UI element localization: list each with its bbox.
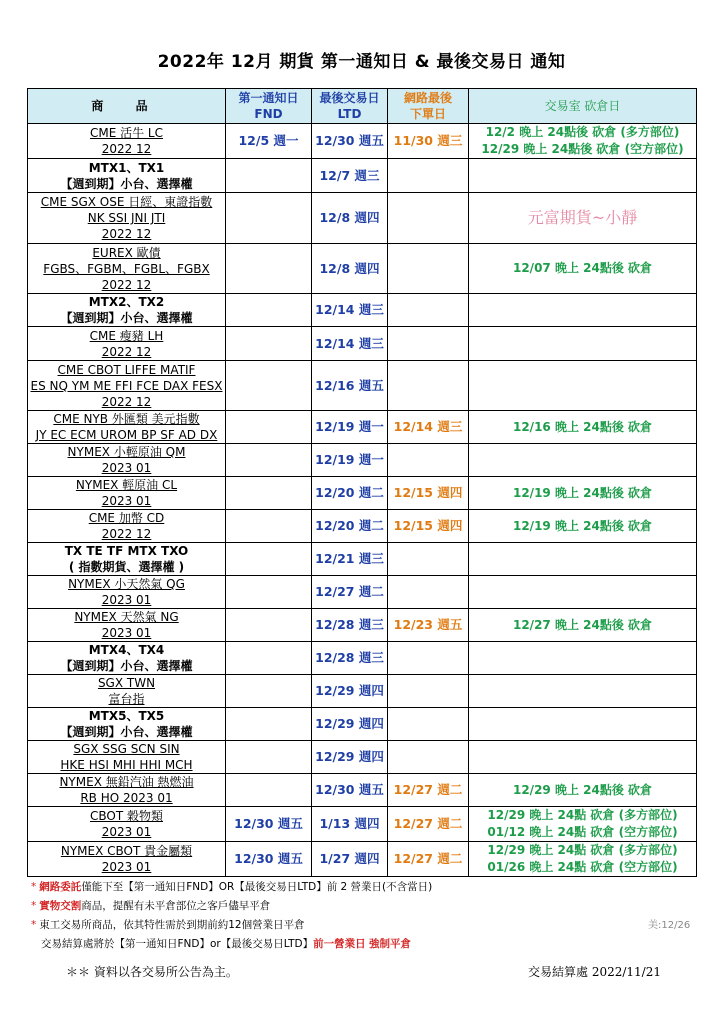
ltd-cell: 1/13 週四 [312, 807, 388, 842]
table-row [28, 294, 697, 327]
product-line: NYMEX 小輕原油 QM [67, 445, 186, 459]
product-line: NYMEX 無鉛汽油 熱燃油 [59, 775, 194, 789]
liquidation-cell [469, 576, 697, 609]
header-net-order: 網路最後 下單日 [388, 89, 469, 124]
ltd-cell: 12/28 週三 [312, 642, 388, 675]
ltd-cell: 12/14 週三 [312, 327, 388, 361]
table-row [28, 774, 697, 807]
fnd-cell: 12/30 週五 [226, 807, 312, 842]
product-cell [28, 609, 226, 642]
table-row [28, 327, 697, 361]
product-line: CME NYB 外匯類 美元指數 [53, 412, 200, 426]
net-order-cell: 12/27 週二 [388, 774, 469, 807]
liquidation-cell [469, 159, 697, 193]
product-line: CME 瘦豬 LH [89, 328, 164, 343]
ltd-cell: 12/14 週三 [312, 294, 388, 327]
product-cell [28, 124, 226, 159]
product-cell [28, 327, 226, 361]
net-order-cell [388, 294, 469, 327]
header-product: 商 品 [28, 89, 226, 124]
liquidation-line: 12/27 晚上 24點後 砍倉 [512, 617, 652, 632]
ltd-cell: 12/29 週四 [312, 708, 388, 741]
fnd-cell: 12/5 週一 [226, 124, 312, 159]
fnd-cell [226, 642, 312, 675]
liquidation-cell [469, 708, 697, 741]
table-row [28, 741, 697, 774]
product-line: 【週到期】小台、選擇權 [60, 176, 193, 191]
liquidation-cell [469, 193, 697, 244]
product-line: FGBS、FGBM、FGBL、FGBX [43, 261, 210, 276]
net-order-cell: 12/14 週三 [388, 411, 469, 444]
liquidation-cell [469, 411, 697, 444]
liquidation-cell [469, 774, 697, 807]
liquidation-cell [469, 842, 697, 877]
product-line: 2022 12 [101, 394, 152, 409]
note-online-order: * 網路委託僅能下至【第一通知日FND】OR【最後交易日LTD】前 2 營業日(不含當日) [31, 881, 433, 893]
product-line: JY EC ECM UROM BP SF AD DX [35, 428, 218, 442]
product-line: 富台指 [108, 692, 145, 706]
product-line: NK SSI JNI JTI [87, 211, 166, 225]
liquidation-cell [469, 609, 697, 642]
ltd-cell: 12/20 週二 [312, 510, 388, 543]
fnd-cell [226, 741, 312, 774]
fnd-cell [226, 576, 312, 609]
fnd-cell [226, 411, 312, 444]
liquidation-line: 01/26 晚上 24點 砍倉 (空方部位) [487, 860, 678, 874]
ltd-cell: 12/20 週二 [312, 477, 388, 510]
liquidation-cell [469, 807, 697, 842]
table-row [28, 842, 697, 877]
product-cell [28, 576, 226, 609]
ltd-cell: 12/8 週四 [312, 244, 388, 294]
table-row [28, 411, 697, 444]
product-cell [28, 842, 226, 877]
liquidation-line: 12/2 晚上 24點後 砍倉 (多方部位) [485, 125, 680, 139]
table-row [28, 477, 697, 510]
product-line: ES NQ YM ME FFI FCE DAX FESX [30, 378, 223, 393]
ltd-cell: 12/8 週四 [312, 193, 388, 244]
product-line: NYMEX 天然氣 NG [74, 610, 179, 624]
table-row [28, 510, 697, 543]
product-line: 2022 12 [101, 227, 152, 241]
liquidation-cell [469, 294, 697, 327]
product-cell [28, 244, 226, 294]
fnd-cell [226, 244, 312, 294]
product-line: CME CBOT LIFFE MATIF [57, 362, 196, 377]
product-line: 2023 01 [101, 593, 152, 607]
product-line: MTX4、TX4 [88, 643, 165, 657]
net-order-cell [388, 675, 469, 708]
product-line: RB HO 2023 01 [80, 791, 173, 805]
net-order-cell: 12/15 週四 [388, 477, 469, 510]
table-row [28, 244, 697, 294]
net-order-cell [388, 361, 469, 411]
fnd-cell [226, 327, 312, 361]
net-order-cell: 12/27 週二 [388, 842, 469, 877]
fnd-cell [226, 193, 312, 244]
net-order-cell [388, 444, 469, 477]
liquidation-line: 12/29 晚上 24點後 砍倉 [512, 782, 652, 797]
expiry-table [27, 88, 697, 877]
product-cell [28, 708, 226, 741]
table-row [28, 124, 697, 159]
product-line: 2023 01 [101, 825, 152, 839]
table-row [28, 708, 697, 741]
fnd-cell [226, 675, 312, 708]
fnd-cell [226, 510, 312, 543]
product-line: MTX2、TX2 [88, 295, 165, 309]
liquidation-cell [469, 642, 697, 675]
table-row [28, 444, 697, 477]
table-row [28, 543, 697, 576]
liquidation-cell [469, 543, 697, 576]
net-order-cell [388, 576, 469, 609]
fnd-cell [226, 294, 312, 327]
liquidation-line: 01/12 晚上 24點 砍倉 (空方部位) [487, 825, 678, 839]
liquidation-line: 12/16 晚上 24點後 砍倉 [512, 419, 652, 434]
product-line: 2023 01 [101, 494, 152, 508]
net-order-cell: 11/30 週三 [388, 124, 469, 159]
ltd-cell: 12/30 週五 [312, 774, 388, 807]
watermark-text: 元富期貨~小靜 [527, 207, 638, 227]
product-line: ( 指數期貨、選擇權 ) [68, 560, 185, 574]
header-liquidation: 交易室 砍倉日 [469, 89, 697, 124]
product-line: 2023 01 [101, 461, 152, 475]
product-line: 2023 01 [101, 626, 152, 640]
table-row [28, 675, 697, 708]
notes [31, 878, 432, 954]
product-line: CBOT 穀物類 [90, 809, 163, 823]
product-cell [28, 411, 226, 444]
product-line: 2022 12 [101, 344, 152, 359]
fnd-cell: 12/30 週五 [226, 842, 312, 877]
net-order-cell: 12/23 週五 [388, 609, 469, 642]
product-line: CME 活牛 LC [89, 126, 163, 140]
product-line: NYMEX 小天然氣 QG [68, 577, 185, 591]
table-header [28, 89, 697, 124]
product-line: 【週到期】小台、選擇權 [60, 311, 193, 325]
net-order-cell [388, 708, 469, 741]
net-order-cell: 12/27 週二 [388, 807, 469, 842]
net-order-cell [388, 543, 469, 576]
net-order-cell [388, 159, 469, 193]
product-line: MTX5、TX5 [88, 709, 165, 723]
product-cell [28, 361, 226, 411]
table-row [28, 159, 697, 193]
product-line: CME SGX OSE 日經、東證指數 [40, 195, 213, 209]
liquidation-line: 12/29 晚上 24點後 砍倉 (空方部位) [481, 142, 684, 156]
product-line: EUREX 歐債 [92, 245, 161, 260]
fnd-cell [226, 159, 312, 193]
liquidation-cell [469, 477, 697, 510]
product-line: NYMEX CBOT 貴金屬類 [60, 844, 193, 858]
liquidation-cell [469, 244, 697, 294]
product-cell [28, 807, 226, 842]
table-row [28, 361, 697, 411]
liquidation-cell [469, 124, 697, 159]
header-fnd: 第一通知日 FND [226, 89, 312, 124]
table-row [28, 642, 697, 675]
header-ltd: 最後交易日 LTD [312, 89, 388, 124]
ltd-cell: 12/19 週一 [312, 411, 388, 444]
product-line: SGX TWN [97, 676, 156, 690]
net-order-cell [388, 193, 469, 244]
ltd-cell: 1/27 週四 [312, 842, 388, 877]
table-row [28, 609, 697, 642]
liquidation-line: 12/29 晚上 24點 砍倉 (多方部位) [487, 808, 678, 822]
product-cell [28, 159, 226, 193]
ltd-cell: 12/27 週二 [312, 576, 388, 609]
side-note: 美:12/26 [648, 920, 691, 931]
footer-disclaimer: ＊＊ 資料以各交易所公告為主。 [66, 965, 238, 979]
fnd-cell [226, 708, 312, 741]
product-cell [28, 193, 226, 244]
product-line: 【週到期】小台、選擇權 [60, 725, 193, 739]
liquidation-cell [469, 510, 697, 543]
net-order-cell [388, 244, 469, 294]
liquidation-line: 12/19 晚上 24點後 砍倉 [512, 485, 652, 500]
product-line: 2022 12 [101, 527, 152, 541]
liquidation-cell [469, 675, 697, 708]
page-title: 2022年 12月 期貨 第一通知日 & 最後交易日 通知 [157, 52, 566, 72]
note-physical-delivery: * 實物交割商品，提醒有未平倉部位之客戶儘早平倉 [31, 900, 271, 912]
ltd-cell: 12/28 週三 [312, 609, 388, 642]
product-line: TX TE TF MTX TXO [64, 544, 189, 558]
product-cell [28, 774, 226, 807]
liquidation-line: 12/07 晚上 24點後 砍倉 [512, 261, 652, 275]
product-cell [28, 741, 226, 774]
liquidation-line: 12/29 晚上 24點 砍倉 (多方部位) [487, 843, 678, 857]
table-row [28, 193, 697, 244]
fnd-cell [226, 361, 312, 411]
fnd-cell [226, 609, 312, 642]
table-row [28, 807, 697, 842]
fnd-cell [226, 774, 312, 807]
product-line: MTX1、TX1 [88, 160, 165, 175]
ltd-cell: 12/7 週三 [312, 159, 388, 193]
liquidation-cell [469, 444, 697, 477]
product-line: CME 加幣 CD [88, 511, 165, 525]
liquidation-cell [469, 361, 697, 411]
net-order-cell [388, 741, 469, 774]
ltd-cell: 12/16 週五 [312, 361, 388, 411]
net-order-cell [388, 327, 469, 361]
product-cell [28, 444, 226, 477]
product-cell [28, 477, 226, 510]
product-cell [28, 642, 226, 675]
table-row [28, 576, 697, 609]
note-forced-liquidation: 交易結算處將於【第一通知日FND】or【最後交易日LTD】前一營業日 強制平倉 [41, 938, 411, 950]
product-line: 2022 12 [101, 277, 152, 292]
note-tocom: * 東工交易所商品，依其特性需於到期前約12個營業日平倉 [31, 919, 305, 931]
footer-issuer-date: 交易結算處 2022/11/21 [528, 965, 661, 979]
fnd-cell [226, 477, 312, 510]
product-line: 2023 01 [101, 860, 152, 874]
product-line: HKE HSI MHI HHI MCH [60, 758, 193, 772]
ltd-cell: 12/19 週一 [312, 444, 388, 477]
ltd-cell: 12/21 週三 [312, 543, 388, 576]
ltd-cell: 12/30 週五 [312, 124, 388, 159]
ltd-cell: 12/29 週四 [312, 741, 388, 774]
product-cell [28, 294, 226, 327]
ltd-cell: 12/29 週四 [312, 675, 388, 708]
product-cell [28, 675, 226, 708]
liquidation-cell [469, 741, 697, 774]
net-order-cell: 12/15 週四 [388, 510, 469, 543]
product-line: SGX SSG SCN SIN [73, 742, 180, 756]
product-line: NYMEX 輕原油 CL [75, 478, 178, 492]
product-line: 2022 12 [101, 142, 152, 156]
liquidation-cell [469, 327, 697, 361]
product-line: 【週到期】小台、選擇權 [60, 659, 193, 673]
product-cell [28, 510, 226, 543]
product-cell [28, 543, 226, 576]
fnd-cell [226, 444, 312, 477]
net-order-cell [388, 642, 469, 675]
liquidation-line: 12/19 晚上 24點後 砍倉 [512, 518, 652, 533]
fnd-cell [226, 543, 312, 576]
